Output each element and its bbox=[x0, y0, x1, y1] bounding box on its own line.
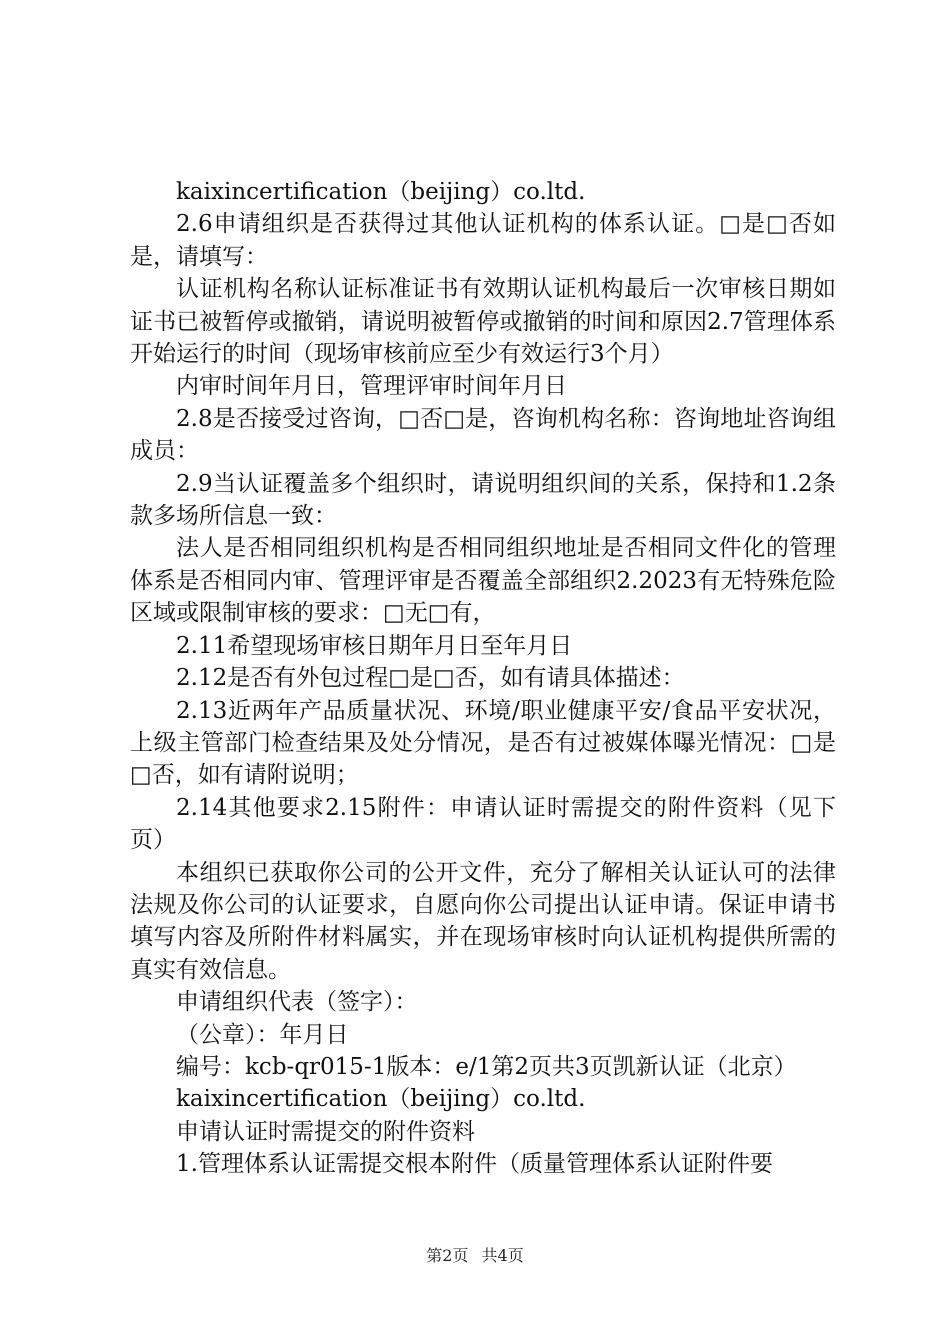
company-name-line: kaixincertification（beijing）co.ltd. bbox=[176, 179, 586, 205]
page-number: 第2页 bbox=[426, 1246, 469, 1265]
seal-date-line: （公章）：年月日 bbox=[176, 1021, 349, 1048]
internal-audit-line: 内审时间年月日，管理评审时间年月日 bbox=[176, 373, 567, 400]
document-body bbox=[130, 176, 836, 1181]
document-number-line: 编号：kcb-qr015-1版本：e/1第2页共3页凯新认证（北京） bbox=[176, 1053, 797, 1080]
item-2-6: 2.6申请组织是否获得过其他认证机构的体系认证。□是□否如是，请填写： bbox=[130, 211, 836, 270]
item-2-12: 2.12是否有外包过程□是□否，如有请具体描述： bbox=[176, 665, 685, 692]
organization-comparison-paragraph: 法人是否相同组织机构是否相同组织地址是否相同文件化的管理体系是否相同内审、管理评审是否覆盖全部组织2.2023有无特殊危险区域或限制审核的要求：□无□有， bbox=[130, 535, 836, 627]
company-name-line-2: kaixincertification（beijing）co.ltd. bbox=[176, 1086, 586, 1113]
page-footer bbox=[0, 1243, 950, 1266]
item-2-8: 2.8是否接受过咨询，□否□是，咨询机构名称：咨询地址咨询组成员： bbox=[130, 405, 836, 465]
page-total: 共4页 bbox=[481, 1246, 524, 1265]
certification-info-paragraph: 认证机构名称认证标准证书有效期认证机构最后一次审核日期如证书已被暂停或撤销，请说明被暂停或撤销的时间和原因2.7管理体系开始运行的时间（现场审核前应至少有效运行3个月） bbox=[130, 276, 836, 368]
item-2-13: 2.13近两年产品质量状况、环境/职业健康平安/食品平安状况，上级主管部门检查结果及处分情况，是否有过被媒体曝光情况：□是□否，如有请附说明； bbox=[130, 697, 836, 789]
attachments-item-1: 1.管理体系认证需提交根本附件（质量管理体系认证附件要 bbox=[176, 1151, 773, 1178]
signature-line: 申请组织代表（签字）： bbox=[176, 989, 418, 1016]
item-2-14: 2.14其他要求2.15附件：申请认证时需提交的附件资料（见下页） bbox=[130, 794, 836, 854]
item-2-9: 2.9当认证覆盖多个组织时，请说明组织间的关系，保持和1.2条款多场所信息一致： bbox=[130, 470, 836, 530]
attachments-heading: 申请认证时需提交的附件资料 bbox=[176, 1118, 475, 1145]
item-2-11: 2.11希望现场审核日期年月日至年月日 bbox=[176, 632, 573, 659]
declaration-paragraph: 本组织已获取你公司的公开文件，充分了解相关认证认可的法律法规及你公司的认证要求，自愿向你公司提出认证申请。保证申请书填写内容及所附件材料属实，并在现场审核时向认证机构提供所需的真实有效信息。 bbox=[130, 859, 836, 983]
